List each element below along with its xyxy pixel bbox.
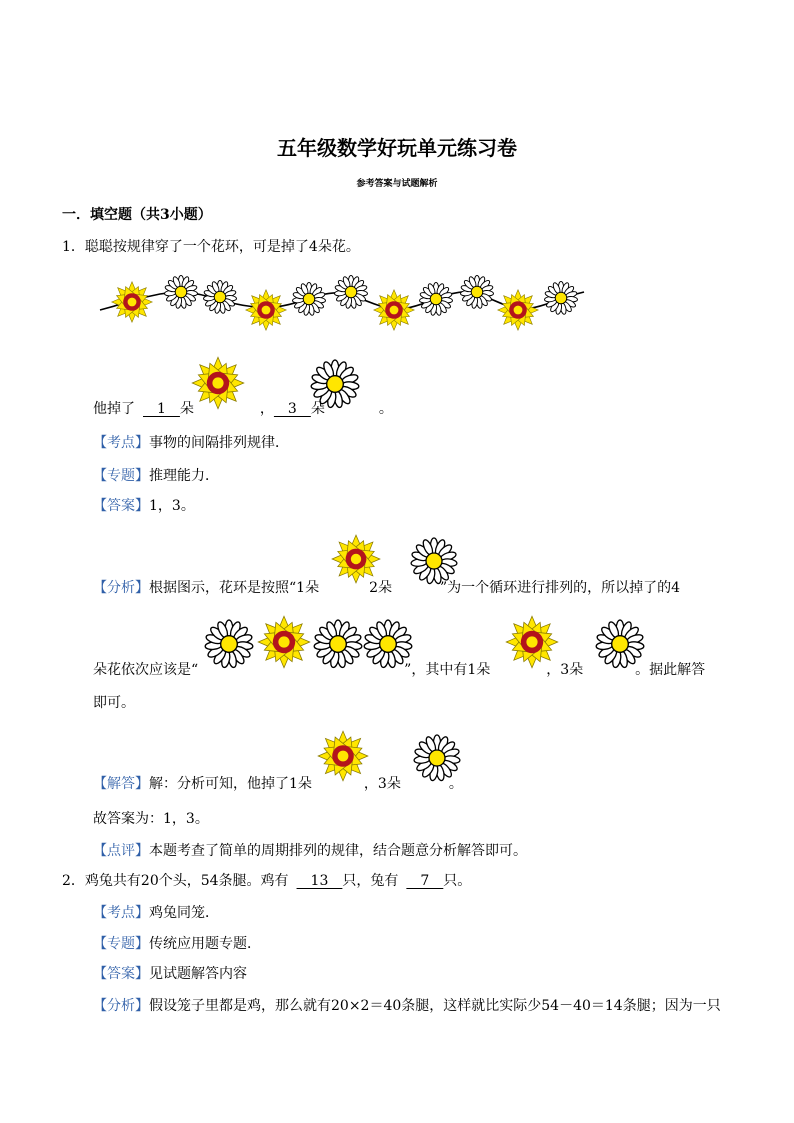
q1-dianping [93, 841, 527, 861]
q2-stem-b: 只，兔有 [342, 873, 399, 889]
q1-unit-1: 朵 [179, 401, 194, 417]
q1-kaodian [93, 433, 289, 453]
q1-fenxi-line2 [93, 660, 705, 680]
dianping-tag: 【点评】 [93, 843, 149, 859]
q1-guda: 故答案为：1，3。 [93, 811, 209, 827]
q1-comma: ， [259, 401, 274, 417]
q1-jieda [93, 774, 463, 794]
q1-zhuanti [93, 466, 219, 486]
q2-kaodian [93, 903, 219, 923]
sunflower-icon [112, 282, 152, 322]
daisy-icon [203, 280, 236, 313]
q1-daan [93, 496, 195, 516]
q1-stem: 1．聪聪按规律穿了一个花环，可是掉了4朵花。 [62, 239, 360, 255]
q2-blank-2: 7 [406, 873, 444, 889]
daisy-icon [460, 275, 493, 308]
fenxi-text-b: 2朵 [369, 580, 392, 596]
q2-blank-1: 13 [296, 873, 343, 889]
daisy-icon [164, 275, 197, 308]
fenxi-text-a: 根据图示，花环是按照“1朵 [149, 580, 320, 596]
daan-tag: 【答案】 [93, 966, 149, 982]
q1-blank-2: 3 [273, 401, 311, 417]
q2-stem-c: 只。 [443, 873, 472, 889]
daisy-icon [419, 282, 452, 315]
fenxi2-text-d: 。据此解答 [635, 662, 706, 678]
q1-answer-line [93, 399, 393, 419]
section-heading: 一．填空题（共3小题） [62, 207, 212, 223]
q1-fenxi-line3: 即可。 [93, 695, 135, 711]
page-subtitle: 参考答案与试题解析 [356, 179, 438, 189]
fenxi-tag: 【分析】 [93, 580, 149, 596]
jieda-text-c: 。 [448, 776, 463, 792]
fenxi2-text-c: ，3朵 [546, 662, 584, 678]
fenxi2-text-b: ”，其中有1朵 [404, 662, 491, 678]
daisy-icon [292, 282, 325, 315]
zhuanti-tag: 【专题】 [93, 936, 149, 952]
q1-answer-prefix: 他掉了 [93, 401, 135, 417]
kaodian-text: 事物的间隔排列规律． [149, 435, 289, 451]
fenxi-text-c: ”为一个循环进行排列的，所以掉了的4 [440, 580, 681, 596]
q2-stem-a: 2．鸡兔共有20个头，54条腿。鸡有 [62, 873, 289, 889]
q2-daan [93, 964, 247, 984]
q2-fenxi [93, 996, 721, 1016]
garland-illustration [96, 268, 596, 338]
zhuanti-text: 推理能力． [149, 468, 219, 484]
fenxi-text: 假设笼子里都是鸡，那么就有20×2＝40条腿，这样就比实际少54－40＝14条腿；因为一只 [149, 998, 721, 1014]
daan-text: 1，3。 [149, 498, 195, 514]
zhuanti-text: 传统应用题专题． [149, 936, 261, 952]
kaodian-tag: 【考点】 [93, 435, 149, 451]
q1-unit-2: 朵 [310, 401, 325, 417]
kaodian-text: 鸡兔同笼． [149, 905, 219, 921]
fenxi2-text-a: 朵花依次应该是“ [93, 662, 199, 678]
daisy-icon [544, 281, 577, 314]
dianping-text: 本题考查了简单的周期排列的规律，结合题意分析解答即可。 [149, 843, 527, 859]
q2-stem [62, 871, 471, 891]
q1-fenxi-line1 [93, 578, 680, 598]
sunflower-icon [246, 290, 286, 330]
q1-end: 。 [378, 401, 393, 417]
q2-zhuanti [93, 934, 261, 954]
jieda-text-b: ，3朵 [363, 776, 401, 792]
zhuanti-tag: 【专题】 [93, 468, 149, 484]
daisy-icon [334, 275, 367, 308]
kaodian-tag: 【考点】 [93, 905, 149, 921]
jieda-text-a: 解：分析可知，他掉了1朵 [149, 776, 312, 792]
page-title: 五年级数学好玩单元练习卷 [277, 136, 517, 160]
q1-blank-1: 1 [143, 401, 180, 417]
jieda-tag: 【解答】 [93, 776, 149, 792]
fenxi-tag: 【分析】 [93, 998, 149, 1014]
daan-tag: 【答案】 [93, 498, 149, 514]
sunflower-icon [374, 290, 414, 330]
daan-text: 见试题解答内容 [149, 966, 247, 982]
sunflower-icon [498, 290, 538, 330]
